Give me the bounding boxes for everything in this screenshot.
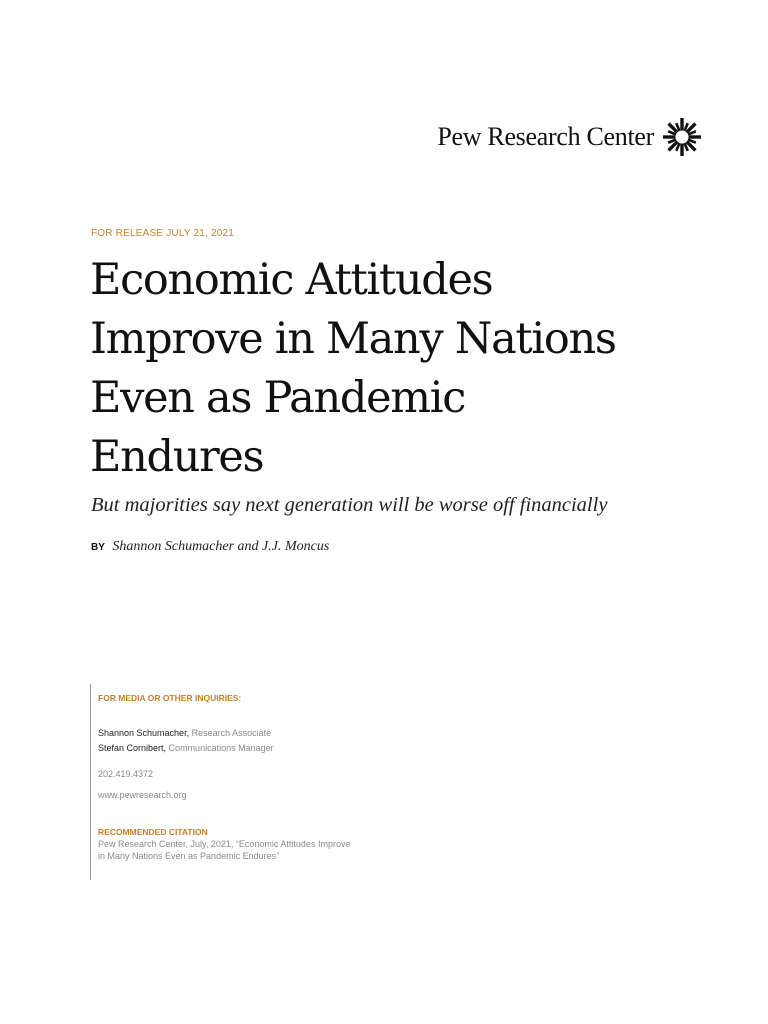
brand-name: Pew Research Center — [437, 122, 654, 151]
contact-phone: 202.419.4372 — [98, 769, 154, 779]
title-line: Improve in Many Nations — [90, 314, 616, 364]
release-date: FOR RELEASE JULY 21, 2021 — [91, 228, 235, 239]
report-subtitle: But majorities say next generation will be worse off financially — [91, 494, 608, 516]
title-line: Endures — [90, 432, 264, 482]
contact-role: Research Associate — [191, 728, 272, 738]
contact-name: Shannon Schumacher, — [98, 728, 190, 738]
byline-label: BY — [91, 542, 105, 553]
contact-person — [98, 743, 274, 753]
citation-text: Pew Research Center, July, 2021, “Economic Attitudes Improve in Many Nations Even as Pandemic Endures” — [98, 839, 351, 861]
brand-header — [437, 117, 702, 157]
media-contact-box — [90, 684, 391, 880]
byline-authors: Shannon Schumacher and J.J. Moncus — [112, 539, 330, 554]
citation-heading: RECOMMENDED CITATION — [98, 827, 208, 837]
contact-role: Communications Manager — [168, 743, 274, 753]
title-line: Even as Pandemic — [90, 373, 465, 423]
contact-person — [98, 728, 271, 738]
byline — [91, 537, 329, 555]
contact-heading: FOR MEDIA OR OTHER INQUIRIES: — [98, 693, 242, 703]
title-line: Economic Attitudes — [90, 255, 493, 305]
report-title — [90, 251, 730, 487]
sunburst-logo-icon — [662, 117, 702, 157]
contact-name: Stefan Cornibert, — [98, 743, 167, 753]
contact-website-link[interactable]: www.pewresearch.org — [98, 790, 187, 800]
